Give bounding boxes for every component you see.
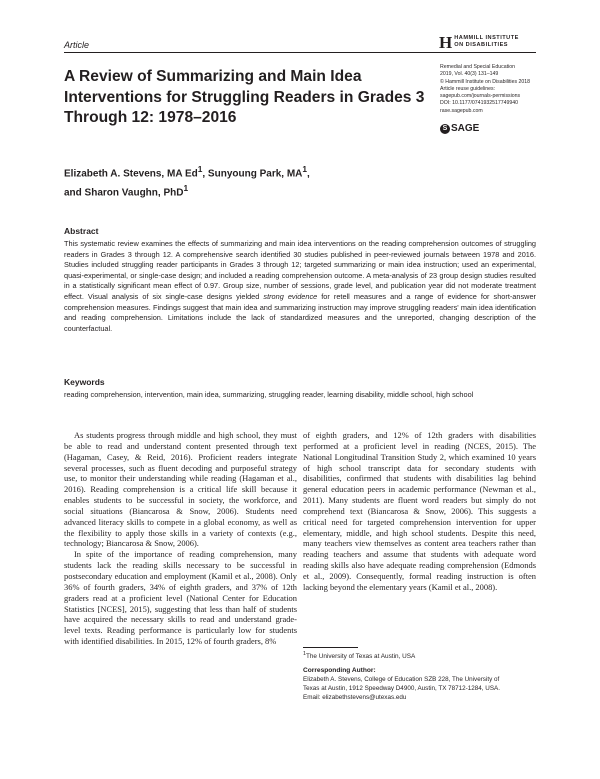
affiliation-marker: 1 <box>183 183 189 194</box>
body-column-right <box>303 430 536 593</box>
hammill-logo-icon: H <box>439 33 453 52</box>
affiliation-footnote <box>303 650 536 661</box>
keywords-heading: Keywords <box>64 377 105 387</box>
journal-volume: 2019, Vol. 40(3) 131–149 <box>440 71 499 78</box>
doi[interactable]: DOI: 10.1177/0741932517749940 <box>440 100 519 107</box>
affiliation-marker: 1 <box>197 164 203 174</box>
article-title: A Review of Summarizing and Main Idea Interventions for Struggling Readers in Grades 3 Through 12: 1978–2016 <box>64 68 425 126</box>
logo-line-1: HAMMILL INSTITUTE <box>454 35 519 41</box>
logo-line-2: ON DISABILITIES <box>454 42 509 48</box>
body-paragraph: of eighth graders, and 12% of 12th graders with disabilities performed at a proficient level in reading (NCES, 2015). The National Longitudinal Transition Study 2, which examined 10 years of high school transcript data for secondary students with disabilities, confirmed that students with disabilities lag behind general education peers in academic performance (Newman et al., 2011). Many students are fluent word readers but simply do not comprehend text (Biancarosa & Snow, 2006). This suggests a critical need for targeted comprehension intervention for upper elementary, middle, and high school students. Despite this need, many teachers view themselves as content area teachers rather than reading teachers and assume that students with adequate word reading skills also have adequate reading comprehension (Edmonds et al., 2009). Consequently, formal reading instruction is often lacking beyond the elementary years (Kamil et al., 2008). <box>303 430 536 592</box>
body-column-left <box>64 430 297 647</box>
journal-meta <box>440 64 550 115</box>
affiliation-marker: 1 <box>302 164 308 174</box>
abstract-heading: Abstract <box>64 226 99 236</box>
publisher-logo <box>439 34 539 51</box>
author-1: Elizabeth A. Stevens, MA Ed <box>64 168 198 180</box>
body-paragraph: In spite of the importance of reading comprehension, many students lack the reading skills necessary to be successful in postsecondary education and employment (Kamil et al., 2008). Only 36% of fourth graders, 34% of eighth graders, and 37% of 12th graders read at a proficient level (National Center for Education Statistics [NCES], 2015), suggesting that less than half of students have acquired the necessary skills to read and understand grade-level texts. Reading performance is particularly low for students with identified disabilities. In 2015, 12% of fourth graders, 8% <box>64 549 297 647</box>
copyright: © Hammill Institute on Disabilities 2018 <box>440 78 531 85</box>
abstract-text <box>64 239 536 334</box>
article-type-label: Article <box>64 40 90 50</box>
author-list <box>64 162 434 201</box>
corresponding-author-details <box>303 676 543 702</box>
author-2: , Sunyoung Park, MA <box>202 168 303 180</box>
body-paragraph: As students progress through middle and high school, they must be able to read and understand content presented through text (Hagaman, Casey, & Reid, 2016). Proficient readers integrate several processes, such as fluent decoding and purposeful strategy use, to monitor their understanding while reading (Hagaman et al., 2016). Reading comprehension is a critical life skill because it enables students to be successful in society, the workforce, and social situations (Biancarosa & Snow, 2006). Students need advanced literacy skills to compete in a global economy, as well as the flexibility to apply those skills in a variety of contexts (e.g., technology; Biancarosa & Snow, 2006). <box>64 430 297 549</box>
keywords-text: reading comprehension, intervention, main idea, summarizing, struggling reader, learning disability, middle school, high school <box>64 390 474 399</box>
abstract-part-1: This systematic review examines the effects of summarizing and main idea interventions on the reading comprehension outcomes of struggling readers in Grades 3 through 12. A comprehensive search identified 30 studies published in peer-reviewed journals between 1978 and 2016. Studies included struggling reader participants in Grades 3 through 12; targeted summarizing or main idea instruction; used an experimental, quasi-experimental, or single-case design; and included a reading comprehension outcome. A meta-analysis of 23 group design studies resulted in a statistically significant mean effect of 0.97. Group size, number of sessions, grade level, and publication year did not moderate treatment effect. Visual analysis of six single-case designs yielded <box>64 239 536 301</box>
corr-address-1: Elizabeth A. Stevens, College of Education SZB 228, The University of <box>303 676 500 683</box>
affiliation-marker: 1 <box>303 651 306 657</box>
permissions-link[interactable]: sagepub.com/journals-permissions <box>440 93 521 100</box>
header-rule <box>64 52 536 53</box>
footnote-rule <box>303 647 358 648</box>
affiliation-text: The University of Texas at Austin, USA <box>305 653 416 661</box>
abstract-emphasis: strong evidence <box>263 291 318 301</box>
corr-address-2: Texas at Austin, 1912 Speedway D4900, Austin, TX 78712-1284, USA. <box>303 684 500 692</box>
journal-url[interactable]: rase.sagepub.com <box>440 107 483 114</box>
author-3: and Sharon Vaughn, PhD <box>64 187 184 199</box>
reuse-label: Article reuse guidelines: <box>440 85 496 92</box>
sage-logo <box>440 123 479 134</box>
sage-wordmark: SAGE <box>451 123 480 134</box>
journal-name: Remedial and Special Education <box>440 64 515 70</box>
abstract-part-2: for retell measures and a range of evidence for short-answer comprehension measures. Findings suggest that main idea and summarizing instruction may improve struggling readers' main idea identification and reading comprehension. Limitations include the lack of standardized measures and the unreported, changing description of the counterfactual. <box>64 291 536 333</box>
author-separator: , <box>307 168 310 180</box>
sage-logo-icon: S <box>440 124 450 134</box>
corr-email[interactable]: Email: elizabethstevens@utexas.edu <box>303 693 407 701</box>
corresponding-author-heading: Corresponding Author: <box>303 667 376 674</box>
